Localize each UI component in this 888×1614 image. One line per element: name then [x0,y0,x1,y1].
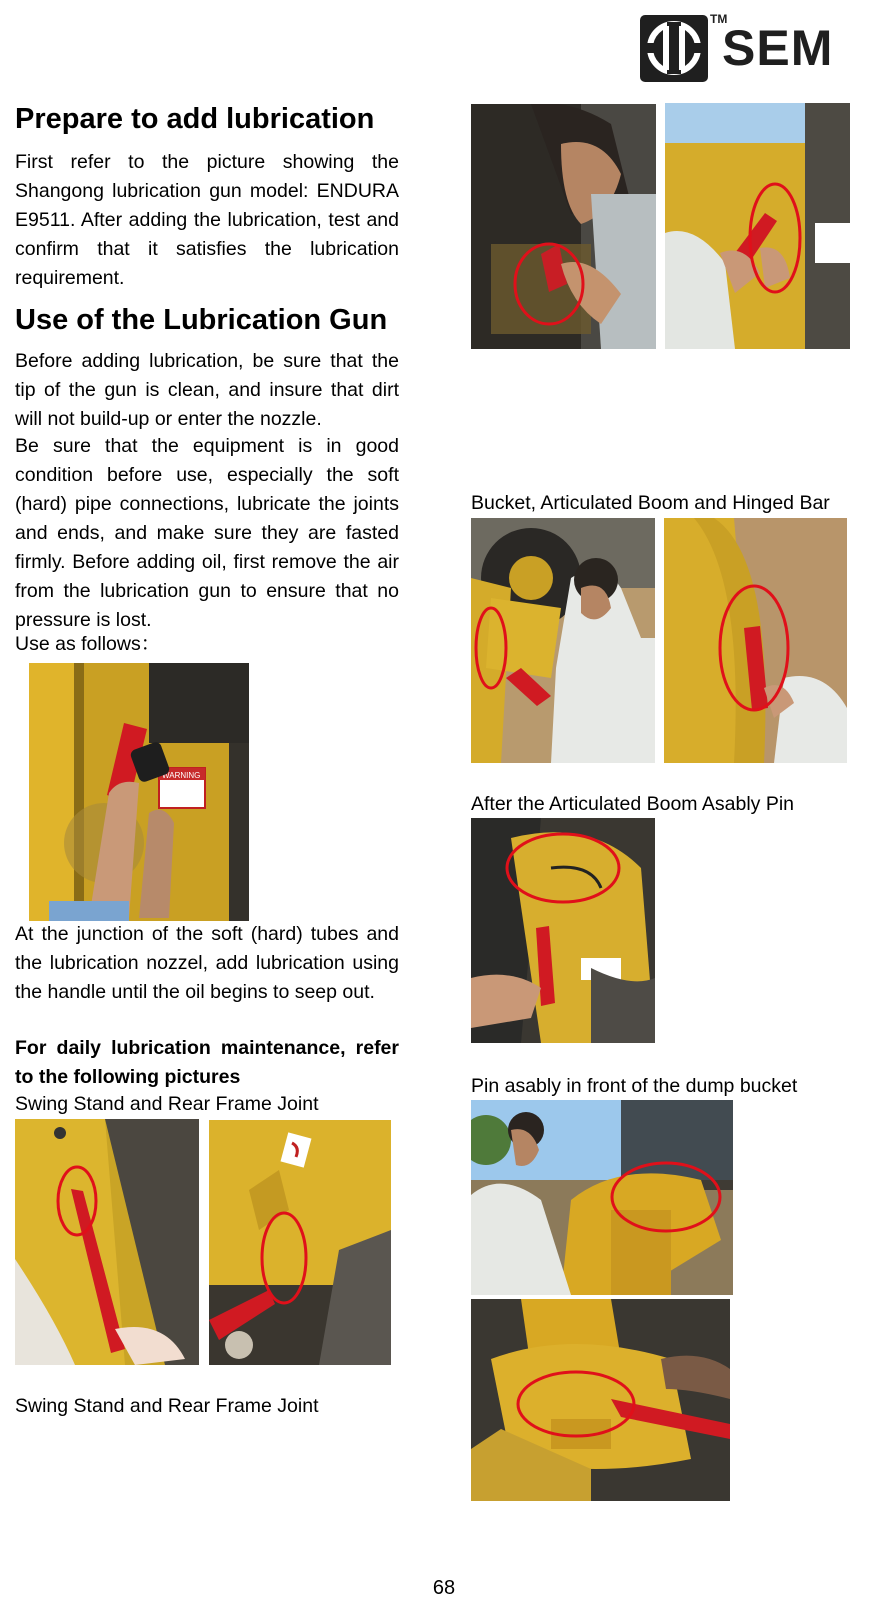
prepare-paragraph: First refer to the picture showing the Shangong lubrication gun model: ENDURA E9511. After adding the lubrication, test and confirm that it satisfies the lubrication requirement. [15,151,399,289]
after-boom-caption: After the Articulated Boom Asably Pin [471,793,795,815]
junction-paragraph: At the junction of the soft (hard) tubes and the lubrication nozzel, add lubrication using the handle until the oil begins to seep out. [15,923,399,1003]
sem-logo [640,12,840,84]
swing-stand-photo-left [15,1119,199,1365]
use-gun-heading: Use of the Lubrication Gun [15,304,388,336]
articulated-boom-pin-photo [471,818,655,1043]
prepare-heading: Prepare to add lubrication [15,103,375,135]
bucket-boom-caption: Bucket, Articulated Boom and Hinged Bar [471,492,830,514]
swing-stand-caption-1: Swing Stand and Rear Frame Joint [15,1093,319,1115]
bucket-boom-photo-left [471,518,655,763]
use-as-follows: Use as follows： [15,633,161,655]
pin-front-caption: Pin asably in front of the dump bucket [471,1075,798,1097]
bucket-boom-photo-right [664,518,847,763]
use-gun-paragraph-2: Be sure that the equipment is in good condition before use, especially the soft (hard) pipe connections, lubricate the joints and ends, and make sure they are fasted firmly. Before adding oil, first remove the air from the lubrication gun to ensure that no pressure is lost. [15,435,399,631]
swing-stand-caption-2: Swing Stand and Rear Frame Joint [15,1395,319,1417]
top-photo-right [665,103,850,349]
use-gun-paragraph-1: Before adding lubrication, be sure that the tip of the gun is clean, and insure that dirt will not build-up or enter the nozzle. [15,350,399,430]
top-photo-left [471,104,656,349]
trademark-symbol: TM [710,12,728,26]
swing-stand-photo-right [209,1120,391,1365]
warning-sticker-label: WARNING [162,771,201,780]
dump-bucket-pin-photo-bottom [471,1299,730,1501]
dump-bucket-pin-photo-top [471,1100,733,1295]
page-number: 68 [432,1577,456,1599]
sem-wordmark: SEM [722,20,834,76]
lubrication-gun-photo [29,663,249,921]
daily-maintenance-note: For daily lubrication maintenance, refer to the following pictures [15,1037,399,1088]
